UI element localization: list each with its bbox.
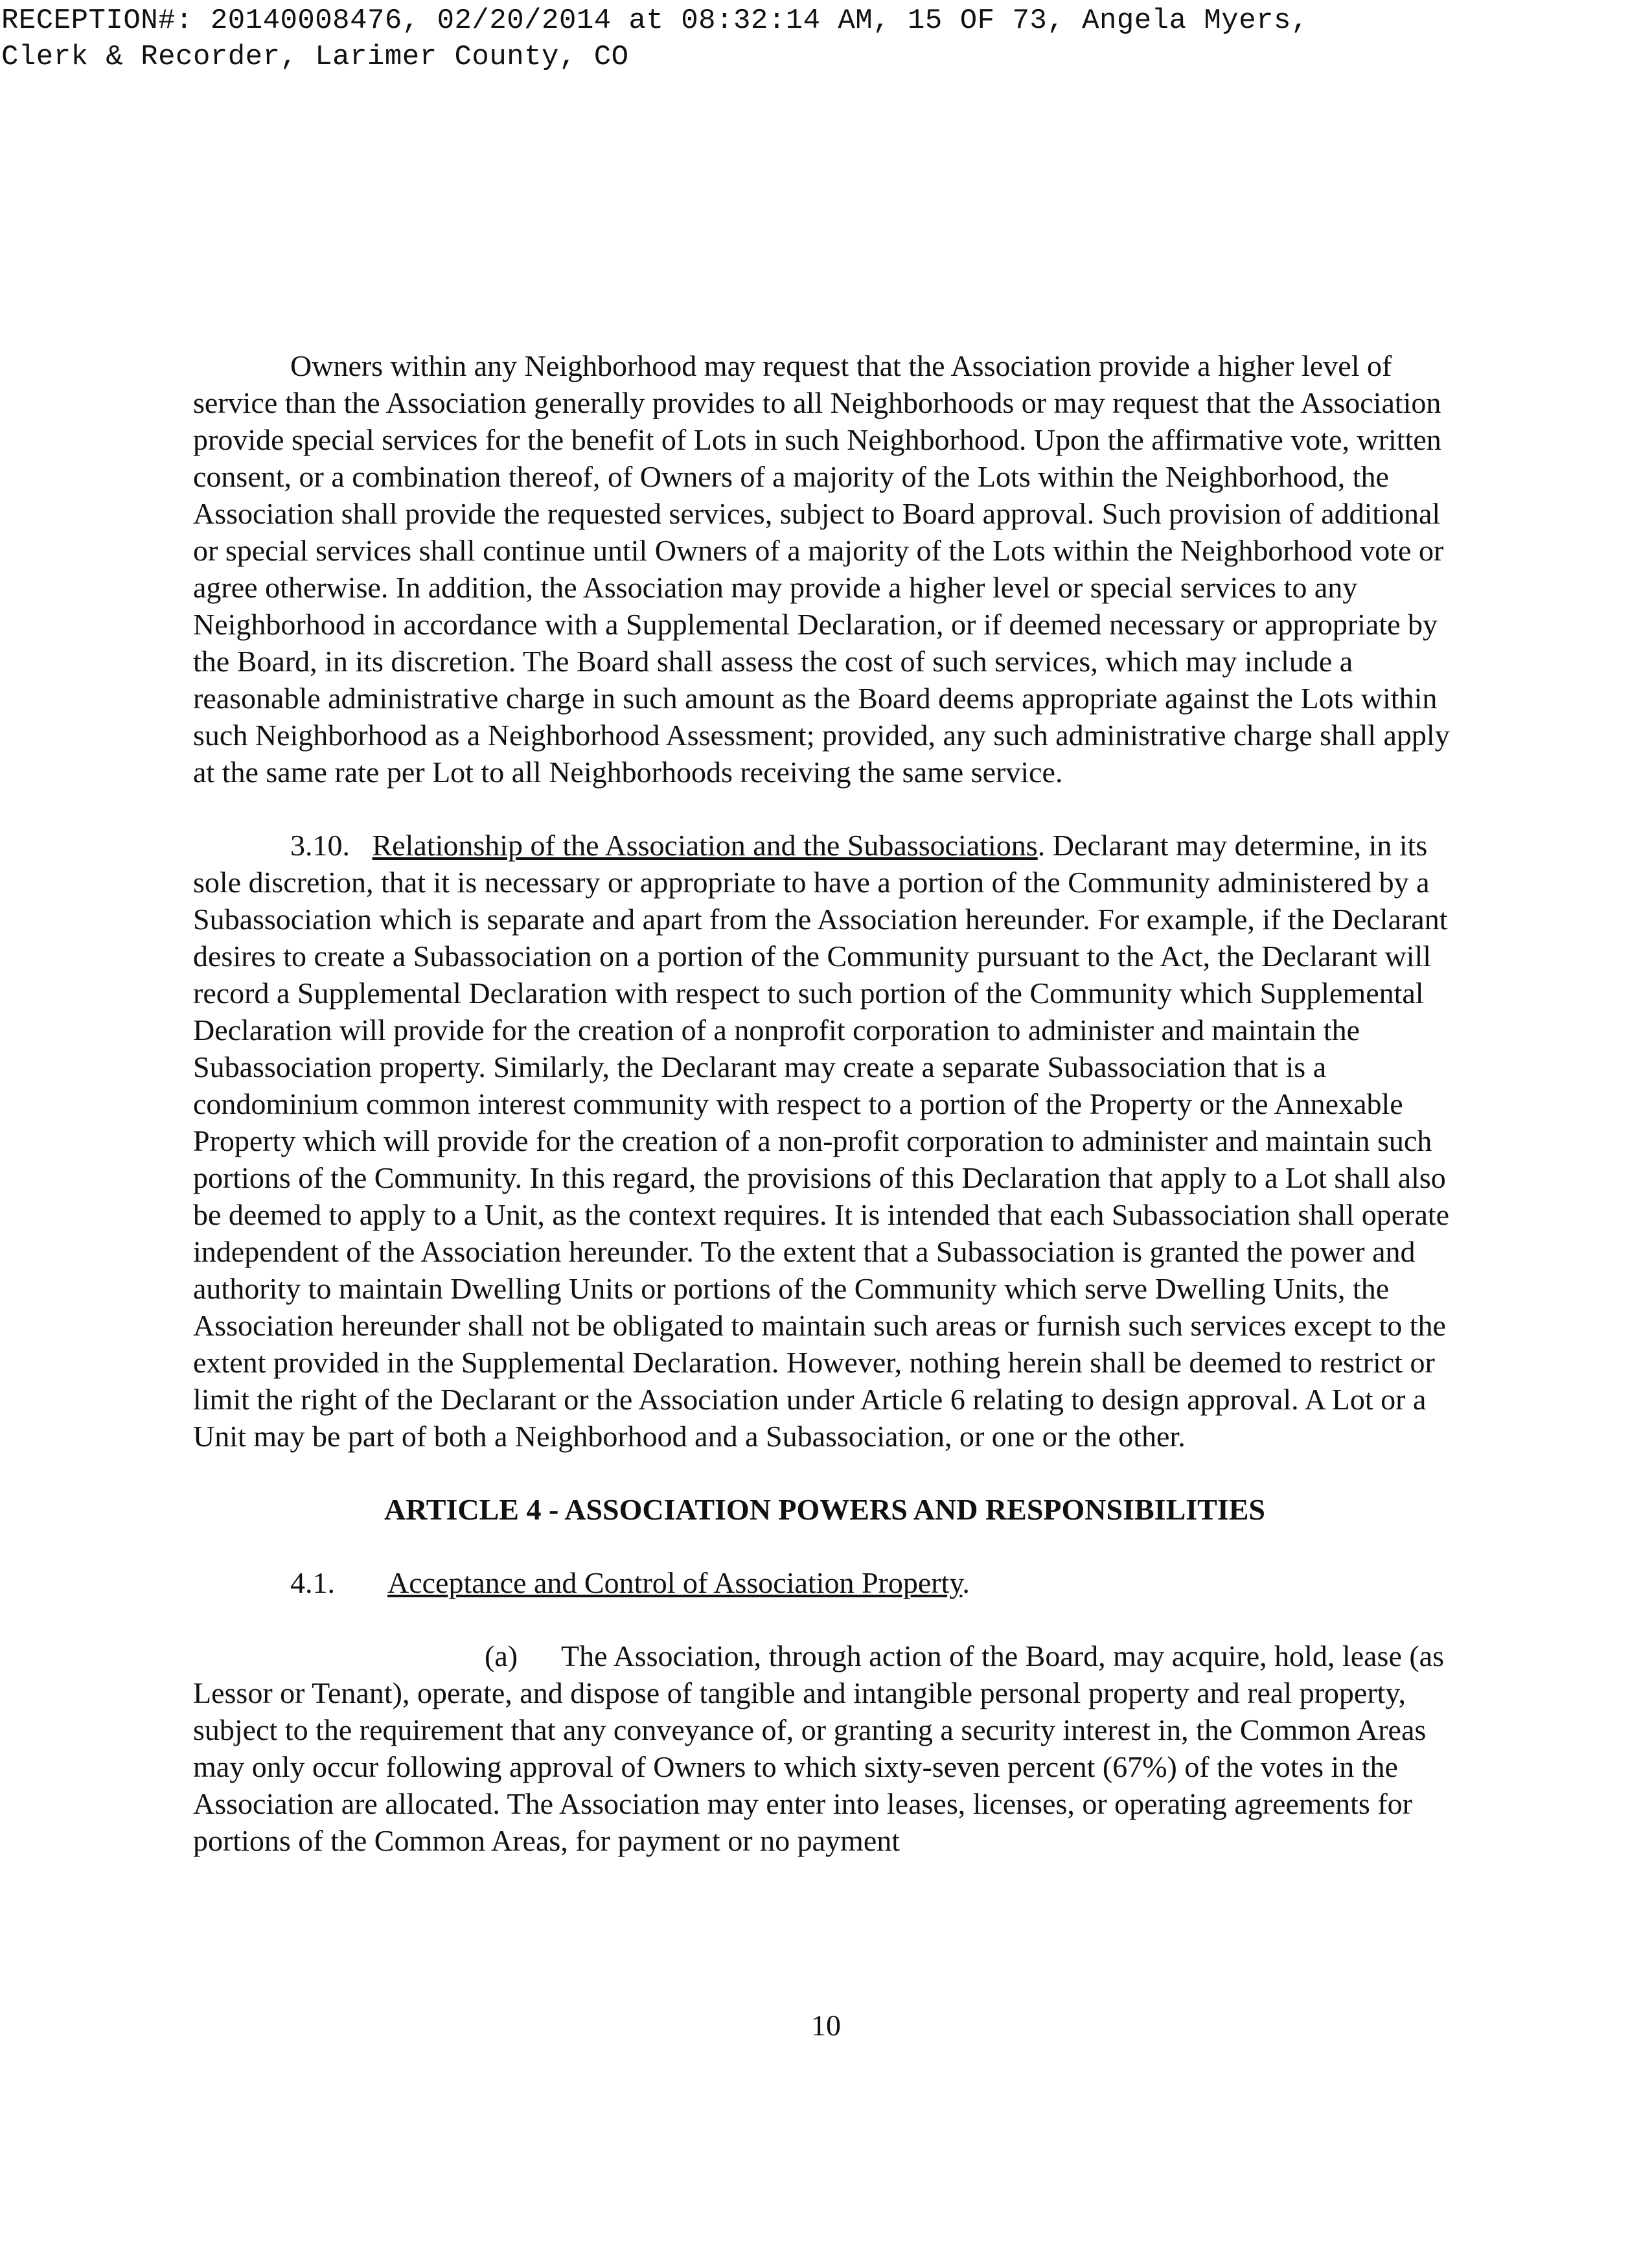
page-number: 10 xyxy=(811,2009,841,2042)
section-4-1-number: 4.1. xyxy=(290,1566,335,1599)
section-4-1-title: Acceptance and Control of Association Property xyxy=(387,1566,963,1599)
paragraph-4-1-a-text: The Association, through action of the Board, may acquire, hold, lease (as Lessor or Tenant), operate, and dispose of tangible and intangible personal property and real property, subject to the requirement that any conveyance of, or granting a security interest in, the Common Areas may only occur following approval of Owners to which sixty-seven percent (67%) of the votes in the Association are allocated. The Association may enter into leases, licenses, or operating agreements for portions of the Common Areas, for payment or no payment xyxy=(193,1639,1444,1857)
section-3-10 xyxy=(193,827,1456,1455)
paragraph-4-1-a-label: (a) xyxy=(485,1639,518,1672)
section-4-1-title-period: . xyxy=(962,1566,970,1599)
section-4-1-heading xyxy=(193,1564,1456,1601)
recording-stamp xyxy=(1,3,1309,75)
paragraph-4-1-a xyxy=(193,1637,1456,1859)
recording-stamp-line-2: Clerk & Recorder, Larimer County, CO xyxy=(1,41,629,73)
section-3-10-text: Declarant may determine, in its sole discretion, that it is necessary or appropriate to have a portion of the Community administered by a Subassociation which is separate and apart from the Association hereunder. For example, if the Declarant desires to create a Subassociation on a portion of the Community pursuant to the Act, the Declarant will record a Supplemental Declaration with respect to such portion of the Community which Supplemental Declaration will provide for the creation of a nonprofit corporation to administer and maintain the Subassociation property. Similarly, the Declarant may create a separate Subassociation that is a condominium common interest community with respect to a portion of the Property or the Annexable Property which will provide for the creation of a non-profit corporation to administer and maintain such portions of the Community. In this regard, the provisions of this Declaration that apply to a Lot shall also be deemed to apply to a Unit, as the context requires. It is intended that each Subassociation shall operate independent of the Association hereunder. To the extent that a Subassociation is granted the power and authority to maintain Dwelling Units or portions of the Community which serve Dwelling Units, the Association hereunder shall not be obligated to maintain such areas or furnish such services except to the extent provided in the Supplemental Declaration. However, nothing herein shall be deemed to restrict or limit the right of the Declarant or the Association under Article 6 relating to design approval. A Lot or a Unit may be part of both a Neighborhood and a Subassociation, or one or the other. xyxy=(193,829,1450,1453)
recording-stamp-line-1: RECEPTION#: 20140008476, 02/20/2014 at 08:32:14 AM, 15 OF 73, Angela Myers, xyxy=(1,5,1309,37)
document-body xyxy=(193,347,1456,1859)
paragraph-neighborhood-services: Owners within any Neighborhood may request that the Association provide a higher level of service than the Association generally provides to all Neighborhoods or may request that the Association provide special services for the benefit of Lots in such Neighborhood. Upon the affirmative vote, written consent, or a combination thereof, of Owners of a majority of the Lots within the Neighborhood, the Association shall provide the requested services, subject to Board approval. Such provision of additional or special services shall continue until Owners of a majority of the Lots within the Neighborhood vote or agree otherwise. In addition, the Association may provide a higher level or special services to any Neighborhood in accordance with a Supplemental Declaration, or if deemed necessary or appropriate by the Board, in its discretion. The Board shall assess the cost of such services, which may include a reasonable administrative charge in such amount as the Board deems appropriate against the Lots within such Neighborhood as a Neighborhood Assessment; provided, any such administrative charge shall apply at the same rate per Lot to all Neighborhoods receiving the same service. xyxy=(193,349,1450,789)
section-3-10-title: Relationship of the Association and the Subassociations xyxy=(372,829,1038,862)
section-3-10-number: 3.10. xyxy=(290,829,350,862)
article-4-heading: ARTICLE 4 - ASSOCIATION POWERS AND RESPONSIBILITIES xyxy=(384,1493,1265,1526)
section-3-10-title-period: . xyxy=(1037,829,1046,862)
